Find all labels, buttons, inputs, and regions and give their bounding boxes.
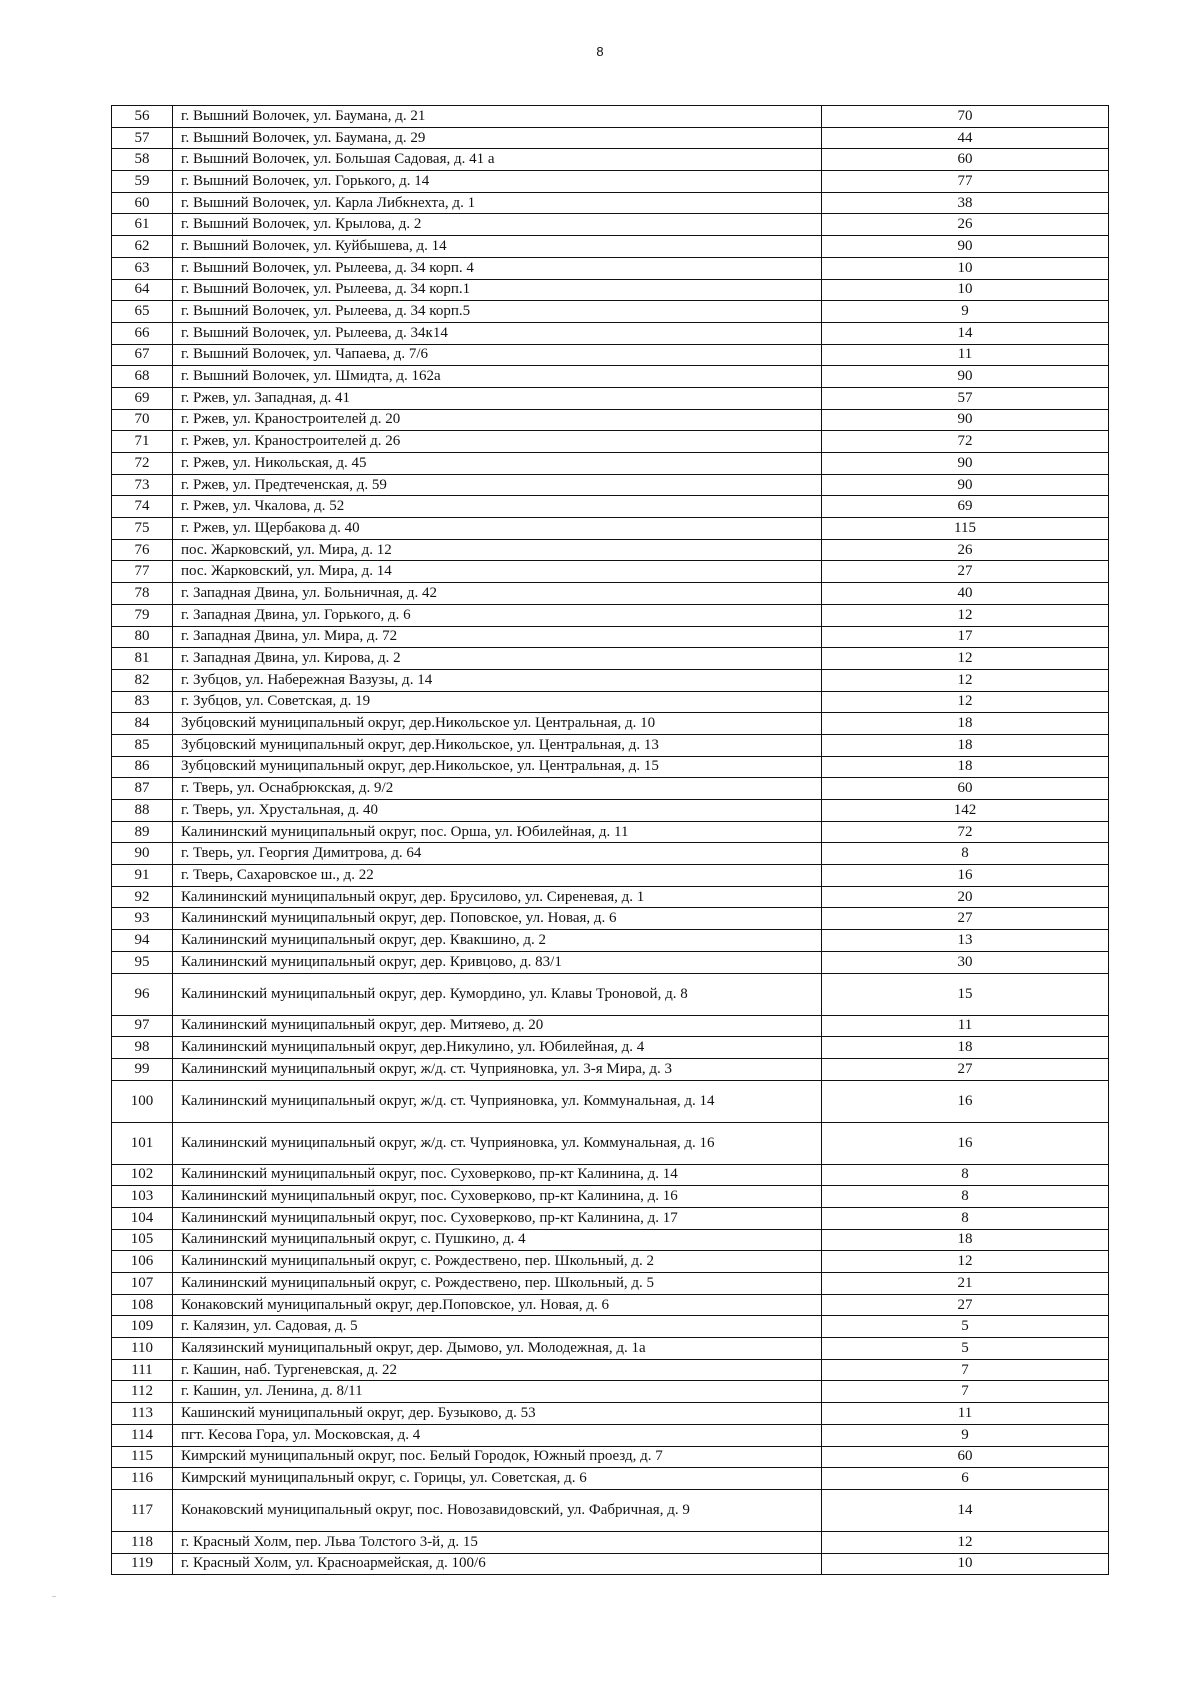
table-row — [112, 1037, 1109, 1059]
row-number-cell: 113 — [112, 1403, 173, 1425]
address-cell: г. Ржев, ул. Щербакова д. 40 — [173, 518, 822, 540]
table-row — [112, 1229, 1109, 1251]
table-row — [112, 1294, 1109, 1316]
count-cell: 12 — [822, 669, 1109, 691]
table-row — [112, 106, 1109, 128]
count-cell: 38 — [822, 192, 1109, 214]
row-number-cell: 107 — [112, 1273, 173, 1295]
table-row — [112, 1553, 1109, 1575]
table-row — [112, 1446, 1109, 1468]
count-cell: 44 — [822, 127, 1109, 149]
count-cell: 77 — [822, 171, 1109, 193]
address-cell: г. Ржев, ул. Краностроителей д. 26 — [173, 431, 822, 453]
scan-speck — [52, 1596, 56, 1597]
address-cell: Калининский муниципальный округ, дер. Брусилово, ул. Сиреневая, д. 1 — [173, 886, 822, 908]
table-body — [112, 106, 1109, 1575]
row-number-cell: 74 — [112, 496, 173, 518]
count-cell: 12 — [822, 1251, 1109, 1273]
row-number-cell: 68 — [112, 366, 173, 388]
count-cell: 7 — [822, 1381, 1109, 1403]
table-row — [112, 127, 1109, 149]
row-number-cell: 69 — [112, 387, 173, 409]
row-number-cell: 67 — [112, 344, 173, 366]
address-cell: г. Вышний Волочек, ул. Баумана, д. 29 — [173, 127, 822, 149]
table-row — [112, 1207, 1109, 1229]
table-row — [112, 583, 1109, 605]
row-number-cell: 77 — [112, 561, 173, 583]
table-row — [112, 561, 1109, 583]
address-cell: Зубцовский муниципальный округ, дер.Никольское, ул. Центральная, д. 13 — [173, 734, 822, 756]
address-cell: г. Западная Двина, ул. Горького, д. 6 — [173, 604, 822, 626]
address-cell: г. Кашин, ул. Ленина, д. 8/11 — [173, 1381, 822, 1403]
count-cell: 90 — [822, 366, 1109, 388]
row-number-cell: 103 — [112, 1186, 173, 1208]
row-number-cell: 108 — [112, 1294, 173, 1316]
address-cell: г. Ржев, ул. Чкалова, д. 52 — [173, 496, 822, 518]
row-number-cell: 112 — [112, 1381, 173, 1403]
count-cell: 72 — [822, 821, 1109, 843]
address-cell: г. Вышний Волочек, ул. Рылеева, д. 34 корп.1 — [173, 279, 822, 301]
table-row — [112, 821, 1109, 843]
count-cell: 12 — [822, 691, 1109, 713]
page-number: 8 — [596, 44, 604, 59]
table-row — [112, 1424, 1109, 1446]
table-row — [112, 865, 1109, 887]
row-number-cell: 56 — [112, 106, 173, 128]
row-number-cell: 119 — [112, 1553, 173, 1575]
row-number-cell: 78 — [112, 583, 173, 605]
row-number-cell: 75 — [112, 518, 173, 540]
address-cell: г. Вышний Волочек, ул. Куйбышева, д. 14 — [173, 236, 822, 258]
table-row — [112, 648, 1109, 670]
table-row — [112, 691, 1109, 713]
table-row — [112, 1338, 1109, 1360]
count-cell: 40 — [822, 583, 1109, 605]
table-row — [112, 279, 1109, 301]
address-cell: г. Калязин, ул. Садовая, д. 5 — [173, 1316, 822, 1338]
address-cell: г. Западная Двина, ул. Больничная, д. 42 — [173, 583, 822, 605]
row-number-cell: 100 — [112, 1080, 173, 1122]
row-number-cell: 62 — [112, 236, 173, 258]
address-cell: г. Западная Двина, ул. Мира, д. 72 — [173, 626, 822, 648]
count-cell: 12 — [822, 1531, 1109, 1553]
count-cell: 20 — [822, 886, 1109, 908]
table-row — [112, 1273, 1109, 1295]
row-number-cell: 71 — [112, 431, 173, 453]
count-cell: 27 — [822, 908, 1109, 930]
table-row — [112, 474, 1109, 496]
table-row — [112, 908, 1109, 930]
address-cell: Калининский муниципальный округ, дер. Митяево, д. 20 — [173, 1015, 822, 1037]
count-cell: 18 — [822, 713, 1109, 735]
address-cell: г. Красный Холм, ул. Красноармейская, д. 100/6 — [173, 1553, 822, 1575]
table-row — [112, 214, 1109, 236]
count-cell: 60 — [822, 1446, 1109, 1468]
count-cell: 16 — [822, 1122, 1109, 1164]
address-cell: Калининский муниципальный округ, ж/д. ст. Чуприяновка, ул. 3-я Мира, д. 3 — [173, 1058, 822, 1080]
table-row — [112, 713, 1109, 735]
row-number-cell: 66 — [112, 322, 173, 344]
table-row — [112, 431, 1109, 453]
table-row — [112, 1489, 1109, 1531]
table-row — [112, 149, 1109, 171]
row-number-cell: 116 — [112, 1468, 173, 1490]
address-cell: г. Вышний Волочек, ул. Шмидта, д. 162а — [173, 366, 822, 388]
address-cell: г. Тверь, Сахаровское ш., д. 22 — [173, 865, 822, 887]
row-number-cell: 86 — [112, 756, 173, 778]
table-row — [112, 539, 1109, 561]
count-cell: 10 — [822, 1553, 1109, 1575]
count-cell: 72 — [822, 431, 1109, 453]
row-number-cell: 96 — [112, 973, 173, 1015]
address-cell: Зубцовский муниципальный округ, дер.Никольское, ул. Центральная, д. 15 — [173, 756, 822, 778]
row-number-cell: 58 — [112, 149, 173, 171]
count-cell: 27 — [822, 561, 1109, 583]
count-cell: 57 — [822, 387, 1109, 409]
count-cell: 7 — [822, 1359, 1109, 1381]
table-row — [112, 1080, 1109, 1122]
table-row — [112, 626, 1109, 648]
count-cell: 16 — [822, 1080, 1109, 1122]
count-cell: 10 — [822, 257, 1109, 279]
address-cell: г. Зубцов, ул. Набережная Вазузы, д. 14 — [173, 669, 822, 691]
address-cell: Калининский муниципальный округ, ж/д. ст. Чуприяновка, ул. Коммунальная, д. 14 — [173, 1080, 822, 1122]
row-number-cell: 98 — [112, 1037, 173, 1059]
count-cell: 90 — [822, 474, 1109, 496]
table-row — [112, 1058, 1109, 1080]
count-cell: 90 — [822, 409, 1109, 431]
table-row — [112, 1186, 1109, 1208]
row-number-cell: 89 — [112, 821, 173, 843]
count-cell: 26 — [822, 214, 1109, 236]
table-row — [112, 1164, 1109, 1186]
table-row — [112, 192, 1109, 214]
address-cell: г. Вышний Волочек, ул. Рылеева, д. 34 корп. 4 — [173, 257, 822, 279]
address-cell: Калининский муниципальный округ, пос. Суховерково, пр-кт Калинина, д. 17 — [173, 1207, 822, 1229]
row-number-cell: 94 — [112, 930, 173, 952]
address-cell: Калининский муниципальный округ, дер. Квакшино, д. 2 — [173, 930, 822, 952]
address-cell: Калининский муниципальный округ, с. Рождествено, пер. Школьный, д. 2 — [173, 1251, 822, 1273]
row-number-cell: 85 — [112, 734, 173, 756]
row-number-cell: 110 — [112, 1338, 173, 1360]
table-row — [112, 344, 1109, 366]
table-row — [112, 322, 1109, 344]
table-row — [112, 843, 1109, 865]
table-row — [112, 518, 1109, 540]
table-row — [112, 886, 1109, 908]
table-row — [112, 604, 1109, 626]
address-cell: пгт. Кесова Гора, ул. Московская, д. 4 — [173, 1424, 822, 1446]
count-cell: 60 — [822, 149, 1109, 171]
row-number-cell: 118 — [112, 1531, 173, 1553]
row-number-cell: 65 — [112, 301, 173, 323]
count-cell: 60 — [822, 778, 1109, 800]
address-cell: г. Вышний Волочек, ул. Чапаева, д. 7/6 — [173, 344, 822, 366]
count-cell: 10 — [822, 279, 1109, 301]
count-cell: 11 — [822, 344, 1109, 366]
address-cell: Конаковский муниципальный округ, пос. Новозавидовский, ул. Фабричная, д. 9 — [173, 1489, 822, 1531]
table-row — [112, 236, 1109, 258]
row-number-cell: 87 — [112, 778, 173, 800]
address-cell: г. Вышний Волочек, ул. Большая Садовая, д. 41 а — [173, 149, 822, 171]
address-cell: г. Вышний Волочек, ул. Горького, д. 14 — [173, 171, 822, 193]
address-cell: г. Красный Холм, пер. Льва Толстого 3-й, д. 15 — [173, 1531, 822, 1553]
count-cell: 8 — [822, 1207, 1109, 1229]
table-row — [112, 1251, 1109, 1273]
address-cell: г. Тверь, ул. Оснабрюкская, д. 9/2 — [173, 778, 822, 800]
count-cell: 21 — [822, 1273, 1109, 1295]
row-number-cell: 70 — [112, 409, 173, 431]
count-cell: 9 — [822, 301, 1109, 323]
count-cell: 6 — [822, 1468, 1109, 1490]
address-cell: Кашинский муниципальный округ, дер. Бузыково, д. 53 — [173, 1403, 822, 1425]
address-cell: Калининский муниципальный округ, с. Пушкино, д. 4 — [173, 1229, 822, 1251]
table-row — [112, 257, 1109, 279]
address-cell: г. Вышний Волочек, ул. Крылова, д. 2 — [173, 214, 822, 236]
row-number-cell: 60 — [112, 192, 173, 214]
address-cell: пос. Жарковский, ул. Мира, д. 12 — [173, 539, 822, 561]
address-cell: г. Ржев, ул. Предтеченская, д. 59 — [173, 474, 822, 496]
row-number-cell: 102 — [112, 1164, 173, 1186]
count-cell: 12 — [822, 648, 1109, 670]
table-row — [112, 171, 1109, 193]
table-row — [112, 366, 1109, 388]
row-number-cell: 109 — [112, 1316, 173, 1338]
address-cell: Калининский муниципальный округ, дер. Кумордино, ул. Клавы Троновой, д. 8 — [173, 973, 822, 1015]
row-number-cell: 84 — [112, 713, 173, 735]
row-number-cell: 95 — [112, 951, 173, 973]
table-row — [112, 301, 1109, 323]
row-number-cell: 104 — [112, 1207, 173, 1229]
address-table — [111, 105, 1109, 1575]
address-cell: Калининский муниципальный округ, пос. Суховерково, пр-кт Калинина, д. 14 — [173, 1164, 822, 1186]
table-row — [112, 1531, 1109, 1553]
count-cell: 90 — [822, 236, 1109, 258]
row-number-cell: 90 — [112, 843, 173, 865]
table-row — [112, 778, 1109, 800]
count-cell: 16 — [822, 865, 1109, 887]
address-cell: г. Кашин, наб. Тургеневская, д. 22 — [173, 1359, 822, 1381]
address-cell: Кимрский муниципальный округ, пос. Белый Городок, Южный проезд, д. 7 — [173, 1446, 822, 1468]
row-number-cell: 76 — [112, 539, 173, 561]
address-cell: Калязинский муниципальный округ, дер. Дымово, ул. Молодежная, д. 1а — [173, 1338, 822, 1360]
row-number-cell: 81 — [112, 648, 173, 670]
count-cell: 9 — [822, 1424, 1109, 1446]
row-number-cell: 101 — [112, 1122, 173, 1164]
count-cell: 30 — [822, 951, 1109, 973]
table-row — [112, 800, 1109, 822]
count-cell: 26 — [822, 539, 1109, 561]
address-cell: пос. Жарковский, ул. Мира, д. 14 — [173, 561, 822, 583]
count-cell: 18 — [822, 1229, 1109, 1251]
table-row — [112, 1403, 1109, 1425]
address-cell: г. Тверь, ул. Хрустальная, д. 40 — [173, 800, 822, 822]
count-cell: 8 — [822, 1164, 1109, 1186]
table-row — [112, 409, 1109, 431]
address-cell: Калининский муниципальный округ, дер. Кривцово, д. 83/1 — [173, 951, 822, 973]
address-cell: г. Ржев, ул. Западная, д. 41 — [173, 387, 822, 409]
address-cell: Калининский муниципальный округ, пос. Орша, ул. Юбилейная, д. 11 — [173, 821, 822, 843]
count-cell: 18 — [822, 734, 1109, 756]
address-cell: Калининский муниципальный округ, с. Рождествено, пер. Школьный, д. 5 — [173, 1273, 822, 1295]
address-cell: г. Зубцов, ул. Советская, д. 19 — [173, 691, 822, 713]
table-row — [112, 973, 1109, 1015]
count-cell: 5 — [822, 1338, 1109, 1360]
count-cell: 14 — [822, 1489, 1109, 1531]
address-cell: Калининский муниципальный округ, пос. Суховерково, пр-кт Калинина, д. 16 — [173, 1186, 822, 1208]
row-number-cell: 61 — [112, 214, 173, 236]
row-number-cell: 59 — [112, 171, 173, 193]
address-cell: Калининский муниципальный округ, дер. Поповское, ул. Новая, д. 6 — [173, 908, 822, 930]
row-number-cell: 80 — [112, 626, 173, 648]
table-row — [112, 734, 1109, 756]
row-number-cell: 91 — [112, 865, 173, 887]
address-cell: г. Ржев, ул. Никольская, д. 45 — [173, 453, 822, 475]
count-cell: 14 — [822, 322, 1109, 344]
address-cell: г. Тверь, ул. Георгия Димитрова, д. 64 — [173, 843, 822, 865]
count-cell: 18 — [822, 1037, 1109, 1059]
row-number-cell: 106 — [112, 1251, 173, 1273]
row-number-cell: 72 — [112, 453, 173, 475]
count-cell: 115 — [822, 518, 1109, 540]
table-row — [112, 496, 1109, 518]
table-row — [112, 669, 1109, 691]
row-number-cell: 64 — [112, 279, 173, 301]
row-number-cell: 93 — [112, 908, 173, 930]
count-cell: 17 — [822, 626, 1109, 648]
address-cell: г. Вышний Волочек, ул. Рылеева, д. 34к14 — [173, 322, 822, 344]
count-cell: 8 — [822, 843, 1109, 865]
address-cell: Конаковский муниципальный округ, дер.Поповское, ул. Новая, д. 6 — [173, 1294, 822, 1316]
address-cell: Калининский муниципальный округ, дер.Никулино, ул. Юбилейная, д. 4 — [173, 1037, 822, 1059]
address-cell: Кимрский муниципальный округ, с. Горицы, ул. Советская, д. 6 — [173, 1468, 822, 1490]
table-row — [112, 756, 1109, 778]
address-cell: г. Ржев, ул. Краностроителей д. 20 — [173, 409, 822, 431]
row-number-cell: 82 — [112, 669, 173, 691]
table-row — [112, 1122, 1109, 1164]
address-cell: Зубцовский муниципальный округ, дер.Никольское ул. Центральная, д. 10 — [173, 713, 822, 735]
count-cell: 5 — [822, 1316, 1109, 1338]
row-number-cell: 57 — [112, 127, 173, 149]
count-cell: 8 — [822, 1186, 1109, 1208]
address-cell: г. Вышний Волочек, ул. Карла Либкнехта, д. 1 — [173, 192, 822, 214]
count-cell: 70 — [822, 106, 1109, 128]
table-row — [112, 453, 1109, 475]
table-row — [112, 1316, 1109, 1338]
address-cell: г. Западная Двина, ул. Кирова, д. 2 — [173, 648, 822, 670]
row-number-cell: 105 — [112, 1229, 173, 1251]
row-number-cell: 117 — [112, 1489, 173, 1531]
table-row — [112, 1015, 1109, 1037]
row-number-cell: 99 — [112, 1058, 173, 1080]
table-row — [112, 1381, 1109, 1403]
row-number-cell: 97 — [112, 1015, 173, 1037]
row-number-cell: 73 — [112, 474, 173, 496]
count-cell: 69 — [822, 496, 1109, 518]
table-row — [112, 930, 1109, 952]
row-number-cell: 88 — [112, 800, 173, 822]
row-number-cell: 111 — [112, 1359, 173, 1381]
count-cell: 12 — [822, 604, 1109, 626]
table-row — [112, 387, 1109, 409]
address-cell: г. Вышний Волочек, ул. Рылеева, д. 34 корп.5 — [173, 301, 822, 323]
table-row — [112, 1359, 1109, 1381]
count-cell: 15 — [822, 973, 1109, 1015]
count-cell: 13 — [822, 930, 1109, 952]
table-row — [112, 1468, 1109, 1490]
row-number-cell: 63 — [112, 257, 173, 279]
count-cell: 11 — [822, 1403, 1109, 1425]
row-number-cell: 79 — [112, 604, 173, 626]
count-cell: 11 — [822, 1015, 1109, 1037]
count-cell: 18 — [822, 756, 1109, 778]
row-number-cell: 115 — [112, 1446, 173, 1468]
table-row — [112, 951, 1109, 973]
row-number-cell: 114 — [112, 1424, 173, 1446]
count-cell: 90 — [822, 453, 1109, 475]
count-cell: 27 — [822, 1058, 1109, 1080]
address-cell: Калининский муниципальный округ, ж/д. ст. Чуприяновка, ул. Коммунальная, д. 16 — [173, 1122, 822, 1164]
row-number-cell: 83 — [112, 691, 173, 713]
address-cell: г. Вышний Волочек, ул. Баумана, д. 21 — [173, 106, 822, 128]
count-cell: 142 — [822, 800, 1109, 822]
count-cell: 27 — [822, 1294, 1109, 1316]
row-number-cell: 92 — [112, 886, 173, 908]
